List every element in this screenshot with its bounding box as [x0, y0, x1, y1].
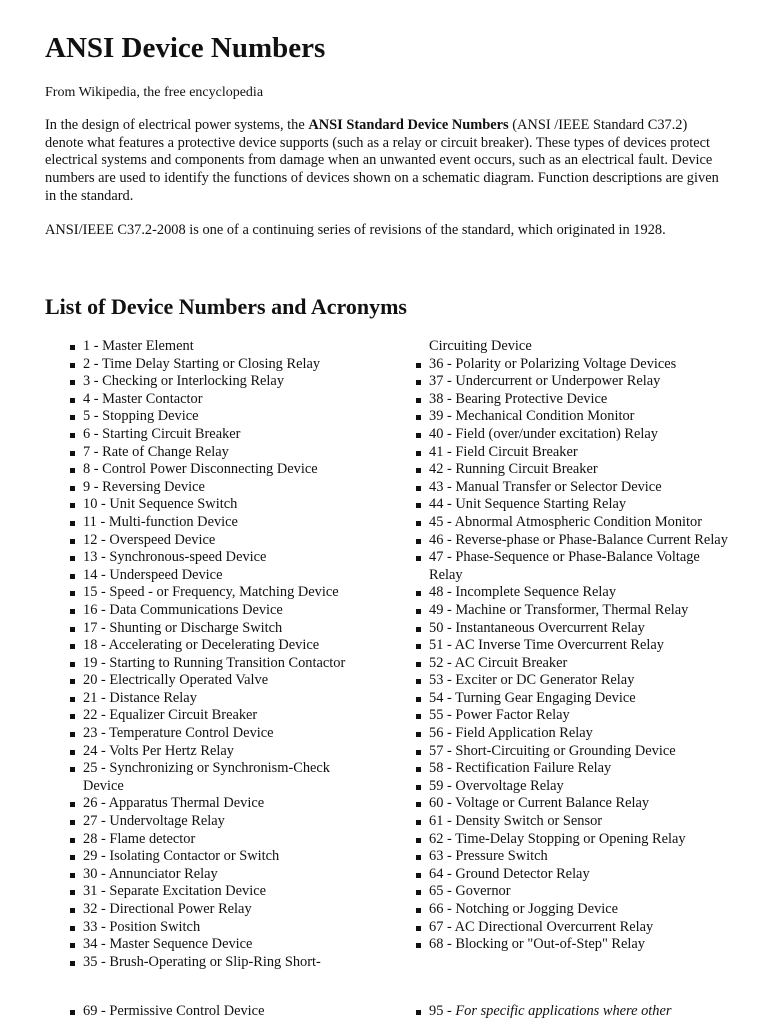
list-item: 60 - Voltage or Current Balance Relay: [416, 795, 728, 813]
list-item: 29 - Isolating Contactor or Switch: [70, 848, 370, 866]
list-item: 11 - Multi-function Device: [70, 514, 370, 532]
list-item: 30 - Annunciator Relay: [70, 866, 370, 884]
list-item: 59 - Overvoltage Relay: [416, 778, 728, 796]
list-item: 44 - Unit Sequence Starting Relay: [416, 496, 728, 514]
list-item: 12 - Overspeed Device: [70, 532, 370, 550]
list-item: 9 - Reversing Device: [70, 479, 370, 497]
list-item: 2 - Time Delay Starting or Closing Relay: [70, 356, 370, 374]
list-item: 47 - Phase-Sequence or Phase-Balance Voltage Relay: [416, 549, 728, 584]
list-item: 1 - Master Element: [70, 338, 370, 356]
intro-paragraph: [45, 117, 725, 206]
list-item: 51 - AC Inverse Time Overcurrent Relay: [416, 637, 728, 655]
list-item: 38 - Bearing Protective Device: [416, 391, 728, 409]
list-item: 52 - AC Circuit Breaker: [416, 655, 728, 673]
list-item: 31 - Separate Excitation Device: [70, 883, 370, 901]
list-item: 35 - Brush-Operating or Slip-Ring Short-: [70, 954, 370, 972]
list-item: 48 - Incomplete Sequence Relay: [416, 584, 728, 602]
list-item: 28 - Flame detector: [70, 831, 370, 849]
list-item: 41 - Field Circuit Breaker: [416, 444, 728, 462]
list-item: 68 - Blocking or "Out-of-Step" Relay: [416, 936, 728, 954]
list-item: 40 - Field (over/under excitation) Relay: [416, 426, 728, 444]
list-item: 21 - Distance Relay: [70, 690, 370, 708]
list-item-italic: For specific applications where other: [455, 1003, 672, 1019]
list-item: 15 - Speed - or Frequency, Matching Device: [70, 584, 370, 602]
list-item: 57 - Short-Circuiting or Grounding Device: [416, 743, 728, 761]
list-item: 26 - Apparatus Thermal Device: [70, 795, 370, 813]
revision-paragraph: ANSI/IEEE C37.2-2008 is one of a continuing series of revisions of the standard, which originated in 1928.: [45, 222, 666, 238]
list-item: 4 - Master Contactor: [70, 391, 370, 409]
list-item: 16 - Data Communications Device: [70, 602, 370, 620]
list-item: 39 - Mechanical Condition Monitor: [416, 408, 728, 426]
list-item: 46 - Reverse-phase or Phase-Balance Current Relay: [416, 532, 728, 550]
list-item: 8 - Control Power Disconnecting Device: [70, 461, 370, 479]
list-item: 55 - Power Factor Relay: [416, 707, 728, 725]
list-item: 62 - Time-Delay Stopping or Opening Relay: [416, 831, 728, 849]
list-item: 22 - Equalizer Circuit Breaker: [70, 707, 370, 725]
list-item: 56 - Field Application Relay: [416, 725, 728, 743]
list-item: 58 - Rectification Failure Relay: [416, 760, 728, 778]
list-item: 53 - Exciter or DC Generator Relay: [416, 672, 728, 690]
list-item: 63 - Pressure Switch: [416, 848, 728, 866]
list-item: 10 - Unit Sequence Switch: [70, 496, 370, 514]
list-item-prefix: 95 -: [429, 1003, 456, 1019]
list-item: 45 - Abnormal Atmospheric Condition Monitor: [416, 514, 728, 532]
list-item: 67 - AC Directional Overcurrent Relay: [416, 919, 728, 937]
list-item: 18 - Accelerating or Decelerating Device: [70, 637, 370, 655]
list-item: [416, 1003, 728, 1021]
list-item: 17 - Shunting or Discharge Switch: [70, 620, 370, 638]
intro-text-end: (ANSI /IEEE Standard C37.2) denote what features a protective device supports (such as a relay or circuit breaker). These types of devices protect electrical systems and components from damage when an unwanted event occurs, such as an electrical fault. Device numbers are used to identify the functions of devices shown on a schematic diagram. Function descriptions are given in the standard.: [45, 117, 719, 204]
device-list-left: [70, 338, 370, 971]
list-item: 13 - Synchronous-speed Device: [70, 549, 370, 567]
list-item: 69 - Permissive Control Device: [70, 1003, 370, 1021]
list-item: 50 - Instantaneous Overcurrent Relay: [416, 620, 728, 638]
list-item-continuation: Circuiting Device: [429, 338, 532, 354]
list-item: 6 - Starting Circuit Breaker: [70, 426, 370, 444]
list-item: 64 - Ground Detector Relay: [416, 866, 728, 884]
list-item: 23 - Temperature Control Device: [70, 725, 370, 743]
intro-text-start: In the design of electrical power systems, the: [45, 117, 309, 133]
list-item: 66 - Notching or Jogging Device: [416, 901, 728, 919]
list-item: 19 - Starting to Running Transition Contactor: [70, 655, 370, 673]
intro-bold-term: ANSI Standard Device Numbers: [308, 117, 509, 133]
list-item: 54 - Turning Gear Engaging Device: [416, 690, 728, 708]
list-item: 33 - Position Switch: [70, 919, 370, 937]
list-item: 7 - Rate of Change Relay: [70, 444, 370, 462]
list-item: 43 - Manual Transfer or Selector Device: [416, 479, 728, 497]
page-subtitle: From Wikipedia, the free encyclopedia: [45, 85, 264, 100]
list-item: 34 - Master Sequence Device: [70, 936, 370, 954]
list-item: 27 - Undervoltage Relay: [70, 813, 370, 831]
list-item: 36 - Polarity or Polarizing Voltage Devices: [416, 356, 728, 374]
device-list-bottom-right: [416, 1003, 728, 1021]
device-list-right: [416, 338, 728, 954]
list-item: 25 - Synchronizing or Synchronism-Check Device: [70, 760, 370, 795]
list-item: 42 - Running Circuit Breaker: [416, 461, 728, 479]
list-item: 5 - Stopping Device: [70, 408, 370, 426]
device-list-bottom-left: [70, 1003, 370, 1021]
section-heading: List of Device Numbers and Acronyms: [45, 294, 407, 319]
list-item: 14 - Underspeed Device: [70, 567, 370, 585]
list-item: 3 - Checking or Interlocking Relay: [70, 373, 370, 391]
list-item: 24 - Volts Per Hertz Relay: [70, 743, 370, 761]
list-item: 20 - Electrically Operated Valve: [70, 672, 370, 690]
list-item: 65 - Governor: [416, 883, 728, 901]
list-item: 37 - Undercurrent or Underpower Relay: [416, 373, 728, 391]
list-item: 61 - Density Switch or Sensor: [416, 813, 728, 831]
list-item: 32 - Directional Power Relay: [70, 901, 370, 919]
page-title: ANSI Device Numbers: [45, 32, 326, 64]
list-item: 49 - Machine or Transformer, Thermal Relay: [416, 602, 728, 620]
